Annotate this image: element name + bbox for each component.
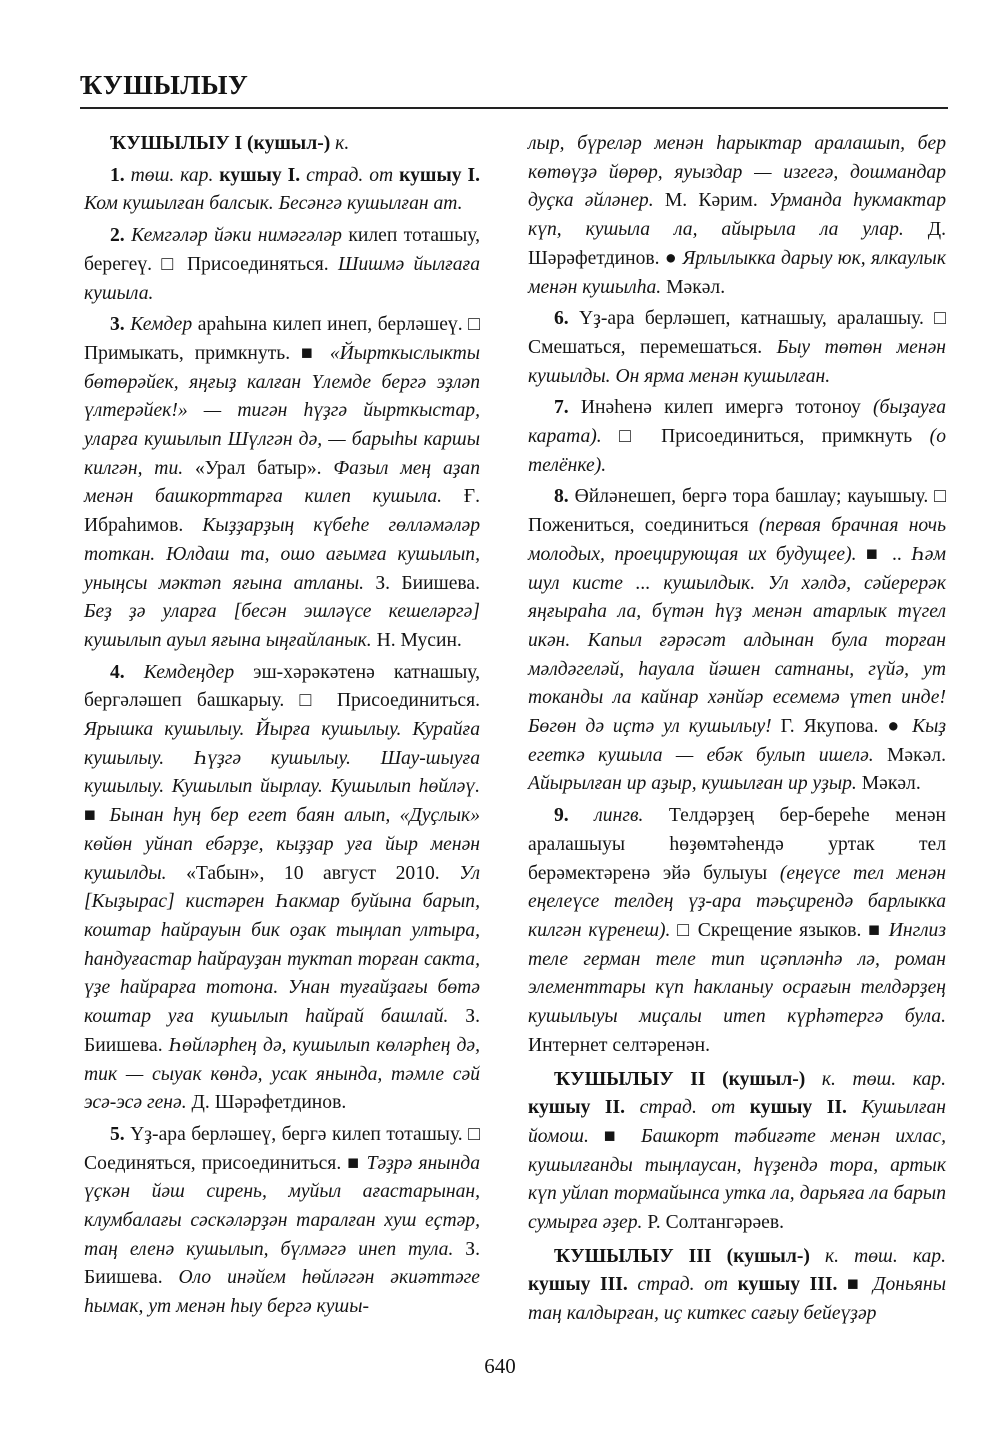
sense-9: 9. лингв. Телдәрҙең бер-береһе менән аралашыуы һөҙөмтәһендә уртак тел берәмектәренә эйә булыуы (еңеүсе тел менән еңелеүсе телдең үҙ-ара тәьҫирендә барлыкка килгән күренеш). □ Скрещение языков. ■ Инглиз теле герман теле тип иҫәпләнһә лә, роман элементтары күп һакланыу осрағын телдәрҙең кушылыуы миҫалы итеп күрһәтергә була. Интернет селтәренән.: [528, 805, 947, 1056]
left-column: [84, 130, 480, 1322]
header-rule: [80, 107, 948, 109]
sense-8: 8. Өйләнешеп, бергә тора башлау; кауышыу. □ Пожениться, соединиться (первая брачная ночь молодых, проецирующая их будущее). ■ .. Һәм шул кисте ... кушылдык. Ул хәлдә, сәйерерәк яңғыраһа ла, бүтән һүҙ менән атарлык түгел икән. Капыл ғәрәсәт алдынан була торған мәлдәгеләй, һауала йәшен сатнаны, гүйә, ут токанды ла кайнар хәнйәр есемемә үтеп инде! Бөгөн дә иҫтә ул кушылыу! Г. Якупова. ● Кыҙ егеткә кушыла — ебәк булып ишелә. Мәкәл. Айырылған ир аҙыр, кушылған ир уҙыр. Мәкәл.: [528, 486, 946, 795]
sense-6: 6. Үҙ-ара берләшеп, катнашыу, аралашыу. □ Смешаться, перемешаться. Быу төтөн менән кушылды. Он ярма менән кушылған.: [528, 308, 946, 387]
sense-7: 7. Инәһенә килеп имергә тотоноу (быҙауға карата). □ Присоединиться, примкнуть (о телёнке).: [528, 397, 946, 476]
sense-3: 3. Кемдер араһына килеп инеп, берләшеү. □ Примыкать, примкнуть. ■ «Йырткыслыкты бөтөрәйек, яңғыҙ калған Үлемде бергә эҙләп үлтерәйек!» — тигән һүҙгә йырткыстар, уларға кушылып Шүлгән дә, — барыһы каршы килгән, ти. «Урал батыр». Фазыл мең аҙап менән башкорттарға килеп кушыла. Ғ. Ибраһимов. Кыҙҙарҙың күбеһе гөлләмәләр тоткан. Юлдаш та, ошо ағымға кушылып, уныңсы мәктәп яғына атланы. З. Биишева. Беҙ ҙә уларға [бесән эшләүсе кешеләргә] кушылып ауыл яғына ыңғайланык. Н. Мусин.: [84, 314, 481, 651]
sense-5-continued: лыр, бүреләр менән һарыктар аралашып, бер көтөүҙә йөрөр, яуыздар — изгегә, дошмандар дуҫка әйләнер. М. Кәрим. Урманда һукмактар күп, кушыла ла, айырыла ла улар. Д. Шәрәфетдинов. ● Ярлылыкка дарыу юк, ялкаулык менән кушылһа. Мәкәл.: [528, 133, 946, 298]
entry-headword-kushylyu-3: ҠУШЫЛЫУ III (кушыл-) к. төш. кар. кушыу III. страд. от кушыу III. ■ Доньяны таң калдырған, иҫ киткес сағыу бейеүҙәр: [528, 1245, 947, 1325]
sense-5: 5. Үҙ-ара берләшеү, бергә килеп тоташыу. □ Соединяться, присоединиться. ■ Тәҙрә янында үҫкән йәш сирень, муйыл ағастарынан, клумбалағы сәскәләрҙән таралған хуш еҫтәр, таң еленә кушылып, бүлмәгә инеп тула. З. Биишева. Оло инәйем һөйләгән әкиәттәге һымак, ут менән һыу бергә кушы-: [84, 1123, 480, 1318]
running-head: ҠУШЫЛЫУ: [80, 70, 249, 100]
sense-2: 2. Кемгәләр йәки нимәгәләр килеп тоташыу, берегеү. □ Присоединяться. Шишмә йылғаға кушыла.: [84, 225, 481, 304]
page-number: 640: [484, 1354, 516, 1378]
entry-headword-kushylyu-2: ҠУШЫЛЫУ II (кушыл-) к. төш. кар. кушыу II. страд. от кушыу II. Кушылған йомош. ■ Башкорт тәбиғәте менән ихлас, кушылғанды тыңлаусан, һүҙендә тора, артык күп уйлап тормайынса утка ла, дарьяға ла барып сумырға әҙер. Р. Солтангәрәев.: [528, 1068, 947, 1234]
entry-headword-kushylyu-1: ҠУШЫЛЫУ I (кушыл-) к.: [110, 133, 350, 154]
right-column: [528, 130, 946, 1329]
sense-4: 4. Кемдеңдер эш-хәрәкәтенә катнашыу, бергәләшеп башкарыу. □ Присоединиться. Ярышка кушылыу. Йырға кушылыу. Курайға кушылыу. Һүҙгә кушылыу. Шау-шыуға кушылыу. Кушылып йырлау. Кушылып һөйләү. ■ Бынан һуң бер егет баян алып, «Дуҫлык» көйөн уйнап ебәрҙе, кыҙҙар уға йыр менән кушылды. «Табын», 10 август 2010. Ул [Кыҙырас] кистәрен Һакмар буйына барып, коштар һайрауын бик оҙак тыңлап ултыра, һандуғастар һайрауҙан туктап торған сакта, үҙе һайрарға тотона. Унан туғайҙағы бөтә коштар уға кушылып һайрай башлай. З. Биишева. Һөйләрһең дә, кушылып көләрһең дә, тик — сыуак көндә, усак янында, тәмле сәй эсә-эсә генә. Д. Шәрәфетдинов.: [84, 661, 480, 1114]
sense-1: 1. төш. кар. кушыу I. страд. от кушыу I. Ком кушылған балсык. Бесәнгә кушылған ат.: [84, 164, 480, 215]
